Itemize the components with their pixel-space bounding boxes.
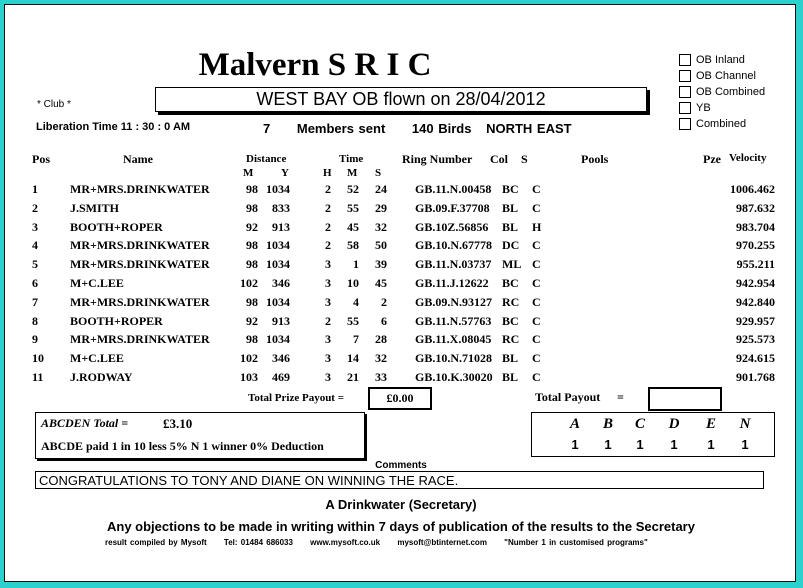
cell-th: 3 — [325, 370, 331, 384]
abcden-total-label: ABCDEN Total = — [41, 416, 129, 430]
cell-dm: 98 — [246, 294, 258, 309]
cell-ts: 45 — [375, 276, 387, 290]
cell-dm: 98 — [246, 238, 258, 253]
liberation-label: Liberation Time — [36, 121, 118, 133]
header-distance: Distance — [246, 153, 287, 165]
cell-dm: 92 — [246, 219, 258, 234]
header-pos: Pos — [32, 152, 50, 166]
members-label: Members sent — [296, 121, 386, 136]
cell-tm: 58 — [347, 238, 359, 253]
cell-s: C — [532, 238, 541, 253]
cell-velocity: 1006.462 — [730, 182, 775, 196]
objection-notice: Any objections to be made in writing within 7 days of publication of the results to the Secretary — [107, 519, 695, 534]
cell-col: RC — [502, 294, 520, 309]
checkbox-icon[interactable] — [679, 102, 691, 114]
cell-ring: GB.11.N.57763 — [415, 313, 492, 328]
cell-dm: 98 — [246, 257, 258, 272]
cell-th: 2 — [325, 182, 331, 196]
cell-ring: GB.10.K.30020 — [415, 370, 493, 384]
cell-velocity: 901.768 — [736, 370, 775, 384]
cell-velocity: 983.704 — [736, 219, 775, 234]
checkbox-icon[interactable] — [679, 86, 691, 98]
cell-pos: 11 — [32, 370, 44, 384]
footer-compiled: result compiled by Mysoft — [105, 538, 207, 547]
cell-name: MR+MRS.DRINKWATER — [70, 332, 210, 347]
cell-th: 3 — [325, 276, 331, 290]
cell-velocity: 987.632 — [736, 200, 775, 215]
pool-letter-c: C — [634, 416, 645, 432]
cell-ring: GB.10Z.56856 — [415, 219, 489, 234]
cell-ring: GB.09.F.37708 — [415, 200, 490, 215]
cell-ring: GB.09.N.93127 — [415, 294, 493, 309]
cell-ts: 2 — [381, 294, 387, 309]
cell-ring: GB.10.N.71028 — [415, 351, 493, 366]
pool-letter-e: E — [705, 416, 716, 432]
cell-name: BOOTH+ROPER — [70, 313, 163, 328]
footer-email: mysoft@btinternet.com — [397, 538, 487, 547]
header-s: S — [521, 152, 528, 166]
total-prize-label: Total Prize Payout = — [248, 392, 344, 404]
cell-th: 3 — [325, 257, 331, 272]
table-row — [5, 220, 796, 239]
cell-dm: 92 — [246, 313, 258, 328]
cell-ts: 6 — [381, 313, 387, 328]
birds-count: 140 Birds — [411, 121, 472, 136]
cell-velocity: 942.840 — [736, 294, 775, 309]
cell-s: C — [532, 200, 541, 215]
cell-s: C — [532, 313, 541, 328]
abcden-note: ABCDE paid 1 in 10 less 5% N 1 winner 0% Deduction — [41, 439, 324, 453]
cell-tm: 14 — [347, 351, 359, 366]
cell-s: C — [532, 257, 541, 272]
total-payout-equals: = — [617, 390, 624, 404]
cell-name: MR+MRS.DRINKWATER — [70, 257, 210, 272]
subheader-m: M — [243, 167, 254, 179]
cell-dy: 1034 — [266, 182, 290, 196]
cell-col: DC — [502, 238, 520, 253]
cell-ts: 33 — [375, 370, 387, 384]
pool-value-n: 1 — [741, 437, 749, 452]
cell-pos: 7 — [32, 294, 38, 309]
pools-summary — [531, 412, 775, 457]
cell-dy: 346 — [272, 276, 290, 290]
cell-s: C — [532, 351, 541, 366]
cell-pos: 5 — [32, 257, 38, 272]
footer-tel: Tel: 01484 686033 — [223, 538, 293, 547]
cell-ring: GB.10.N.67778 — [415, 238, 493, 253]
header-velocity: Velocity — [729, 152, 767, 164]
liberation-value: 11 : 30 : 0 AM — [120, 121, 191, 133]
cell-th: 3 — [325, 351, 331, 366]
subheader-h: H — [323, 167, 332, 179]
subheader-sec: S — [375, 167, 382, 179]
cell-pos: 10 — [32, 351, 44, 366]
total-payout-label: Total Payout — [535, 390, 601, 404]
option-yb[interactable] — [679, 102, 711, 114]
cell-ring: GB.11.N.03737 — [415, 257, 492, 272]
cell-s: C — [532, 370, 541, 384]
table-row — [5, 201, 796, 220]
race-summary — [263, 121, 572, 136]
header-name: Name — [123, 152, 153, 166]
cell-col: BL — [502, 200, 519, 215]
cell-s: H — [532, 219, 542, 234]
pool-value-d: 1 — [670, 437, 678, 452]
cell-name: J.RODWAY — [70, 370, 133, 384]
table-row — [5, 314, 796, 333]
cell-name: M+C.LEE — [70, 351, 124, 366]
pool-value-c: 1 — [636, 437, 644, 452]
cell-name: M+C.LEE — [70, 276, 124, 290]
cell-ts: 32 — [375, 219, 387, 234]
cell-pos: 4 — [32, 238, 38, 253]
table-row — [5, 276, 796, 295]
pool-letter-a: A — [569, 416, 580, 432]
cell-dm: 103 — [240, 370, 258, 384]
option-label: OB Channel — [696, 70, 756, 82]
checkbox-icon[interactable] — [679, 118, 691, 130]
cell-th: 2 — [325, 238, 331, 253]
cell-tm: 52 — [347, 182, 359, 196]
cell-ts: 24 — [375, 182, 387, 196]
cell-tm: 7 — [353, 332, 359, 347]
option-label: YB — [696, 102, 711, 114]
cell-col: BL — [502, 351, 519, 366]
cell-col: BC — [502, 276, 519, 290]
cell-th: 2 — [325, 219, 331, 234]
header-ring: Ring Number — [402, 152, 473, 166]
cell-col: BC — [502, 313, 519, 328]
cell-velocity: 955.211 — [736, 257, 775, 272]
pool-value-a: 1 — [571, 437, 579, 452]
pool-letter-b: B — [602, 416, 613, 432]
cell-th: 3 — [325, 294, 331, 309]
cell-s: C — [532, 182, 541, 196]
cell-velocity: 970.255 — [736, 238, 775, 253]
cell-dy: 469 — [272, 370, 290, 384]
table-row — [5, 257, 796, 276]
header-pze: Pze — [703, 152, 721, 166]
cell-col: BL — [502, 370, 519, 384]
cell-pos: 1 — [32, 182, 38, 196]
cell-tm: 55 — [347, 313, 359, 328]
pool-value-e: 1 — [707, 437, 715, 452]
table-row — [5, 332, 796, 351]
result-sheet — [4, 4, 796, 582]
cell-th: 3 — [325, 332, 331, 347]
cell-dy: 1034 — [266, 238, 290, 253]
cell-col: ML — [502, 257, 522, 272]
abcden-box — [35, 412, 365, 459]
header-time: Time — [339, 153, 364, 165]
pool-letter-n: N — [739, 416, 751, 432]
cell-dm: 102 — [240, 276, 258, 290]
cell-name: MR+MRS.DRINKWATER — [70, 294, 210, 309]
cell-pos: 8 — [32, 313, 38, 328]
race-title-box — [155, 87, 647, 112]
table-row — [5, 295, 796, 314]
cell-velocity: 925.573 — [736, 332, 775, 347]
cell-tm: 55 — [347, 200, 359, 215]
option-label: OB Combined — [696, 86, 766, 98]
subheader-min: M — [347, 167, 358, 179]
wind-direction: NORTH EAST — [486, 121, 572, 136]
cell-tm: 45 — [347, 219, 359, 234]
members-count: 7 — [263, 121, 271, 136]
cell-ts: 28 — [375, 332, 387, 347]
cell-th: 2 — [325, 200, 331, 215]
cell-dy: 913 — [272, 313, 290, 328]
comments-label: Comments — [375, 460, 427, 471]
cell-ring: GB.11.J.12622 — [415, 276, 489, 290]
cell-dy: 833 — [272, 200, 290, 215]
cell-s: C — [532, 294, 541, 309]
table-row — [5, 182, 796, 201]
footer-credits — [105, 538, 648, 547]
secretary-line: A Drinkwater (Secretary) — [325, 497, 477, 512]
option-ob-combined[interactable] — [679, 86, 765, 98]
cell-velocity: 942.954 — [736, 276, 775, 290]
cell-pos: 9 — [32, 332, 38, 347]
cell-name: J.SMITH — [70, 200, 120, 215]
liberation-time — [36, 121, 190, 133]
subheader-y: Y — [281, 167, 289, 179]
cell-dy: 913 — [272, 219, 290, 234]
cell-dm: 98 — [246, 200, 258, 215]
option-ob-inland[interactable] — [679, 54, 745, 66]
table-row — [5, 351, 796, 370]
cell-dy: 1034 — [266, 332, 290, 347]
header-pools: Pools — [581, 152, 609, 166]
club-label: * Club * — [37, 99, 71, 110]
cell-dy: 1034 — [266, 294, 290, 309]
cell-name: MR+MRS.DRINKWATER — [70, 238, 210, 253]
cell-dm: 98 — [246, 332, 258, 347]
cell-dm: 98 — [246, 182, 258, 196]
cell-s: C — [532, 332, 541, 347]
cell-ring: GB.11.X.08045 — [415, 332, 492, 347]
cell-col: BC — [502, 182, 519, 196]
header-col: Col — [490, 152, 508, 166]
total-payout-value — [648, 387, 722, 411]
page-title: Malvern S R I C — [198, 47, 432, 83]
pool-letter-d: D — [668, 416, 680, 432]
comments-text: CONGRATULATIONS TO TONY AND DIANE ON WINNING THE RACE. — [35, 471, 764, 489]
cell-tm: 21 — [347, 370, 359, 384]
total-prize-value: £0.00 — [368, 387, 432, 410]
cell-velocity: 929.957 — [736, 313, 775, 328]
race-title: WEST BAY OB flown on 28/04/2012 — [256, 89, 546, 109]
cell-dm: 102 — [240, 351, 258, 366]
cell-pos: 6 — [32, 276, 38, 290]
cell-ts: 39 — [375, 257, 387, 272]
footer-slogan: "Number 1 in customised programs" — [504, 538, 648, 547]
cell-ts: 50 — [375, 238, 387, 253]
cell-tm: 1 — [353, 257, 359, 272]
cell-th: 2 — [325, 313, 331, 328]
option-combined[interactable] — [679, 118, 746, 130]
cell-ts: 32 — [375, 351, 387, 366]
cell-dy: 1034 — [266, 257, 290, 272]
cell-name: BOOTH+ROPER — [70, 219, 163, 234]
cell-pos: 3 — [32, 219, 38, 234]
cell-tm: 10 — [347, 276, 359, 290]
checkbox-icon[interactable] — [679, 54, 691, 66]
cell-s: C — [532, 276, 541, 290]
pool-value-b: 1 — [604, 437, 612, 452]
cell-pos: 2 — [32, 200, 38, 215]
option-label: OB Inland — [696, 54, 745, 66]
option-ob-channel[interactable] — [679, 70, 756, 82]
checkbox-icon[interactable] — [679, 70, 691, 82]
cell-dy: 346 — [272, 351, 290, 366]
table-row — [5, 238, 796, 257]
cell-col: RC — [502, 332, 520, 347]
option-label: Combined — [696, 118, 747, 130]
cell-ts: 29 — [375, 200, 387, 215]
cell-col: BL — [502, 219, 519, 234]
cell-name: MR+MRS.DRINKWATER — [70, 182, 210, 196]
cell-tm: 4 — [353, 294, 359, 309]
cell-velocity: 924.615 — [736, 351, 775, 366]
cell-ring: GB.11.N.00458 — [415, 182, 492, 196]
footer-web: www.mysoft.co.uk — [310, 538, 381, 547]
abcden-total-value: £3.10 — [163, 416, 193, 431]
